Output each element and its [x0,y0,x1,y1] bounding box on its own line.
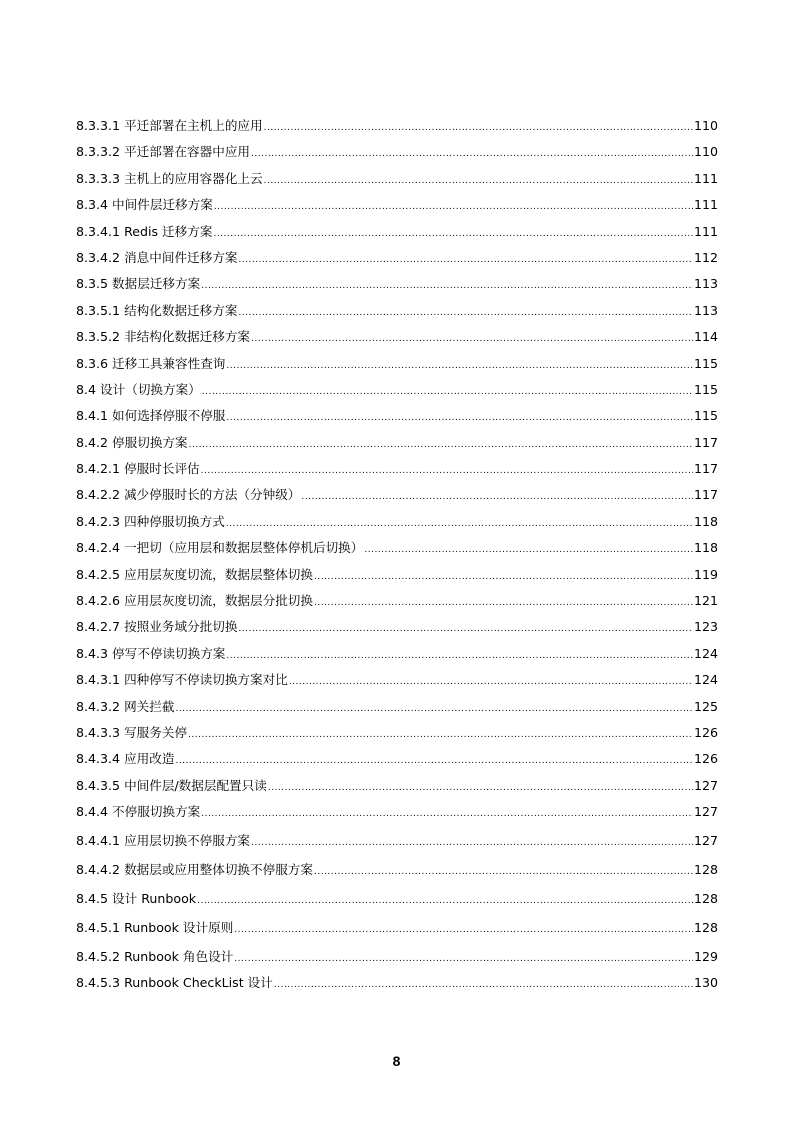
toc-entry-title: 8.4.2.7 按照业务域分批切换 [76,619,238,635]
dot-leader [197,888,693,914]
toc-entry-page: 124 [693,672,718,688]
toc-entry-title: 8.4.5.1 Runbook 设计原则 [76,919,234,935]
dot-leader [226,511,693,537]
toc-entry-page: 128 [693,890,718,906]
toc-entry-title: 8.3.6 迁移工具兼容性查询 [76,355,226,371]
toc-entry-title: 8.3.5.1 结构化数据迁移方案 [76,302,238,318]
dot-leader [188,722,693,748]
toc-entry[interactable] [76,588,718,614]
toc-entry-page: 125 [693,698,718,714]
toc-entry-page: 130 [693,975,718,990]
toc-entry[interactable] [76,324,718,350]
dot-leader [251,830,693,856]
toc-entry-title: 8.4.2 停服切换方案 [76,434,188,450]
toc-entry-page: 119 [693,566,718,582]
toc-entry-title: 8.3.3.1 平迁部署在主机上的应用 [76,118,263,133]
toc-entry[interactable] [76,720,718,746]
toc-entry[interactable] [76,351,718,377]
toc-entry[interactable] [76,944,718,970]
dot-leader [238,247,693,273]
toc-entry[interactable] [76,219,718,245]
toc-entry-page: 112 [693,249,718,265]
toc-entry-title: 8.4.2.6 应用层灰度切流，数据层分批切换 [76,593,313,609]
toc-entry-page: 117 [693,461,718,477]
toc-entry-title: 8.4.3.5 中间件层/数据层配置只读 [76,777,267,793]
toc-entry-title: 8.4.5 设计 Runbook [76,890,197,906]
toc-entry[interactable] [76,970,718,996]
dot-leader [226,643,693,669]
dot-leader [251,141,693,167]
dot-leader [189,432,693,458]
dot-leader [202,379,693,405]
toc-entry-page: 128 [693,919,718,935]
dot-leader [264,168,693,194]
toc-entry[interactable] [76,915,718,941]
toc-entry-page: 113 [693,276,718,292]
dot-leader [314,859,693,885]
toc-entry[interactable] [76,641,718,667]
dot-leader [264,115,693,141]
page-number: 8 [392,1053,401,1069]
toc-entry-title: 8.3.4.1 Redis 迁移方案 [76,223,213,239]
toc-entry[interactable] [76,192,718,218]
toc-entry-page: 124 [693,645,718,661]
toc-entry-title: 8.3.4 中间件层迁移方案 [76,197,213,213]
toc-entry-title: 8.4.3.1 四种停写不停读切换方案对比 [76,672,288,688]
dot-leader [175,696,693,722]
toc-entry-page: 111 [693,170,718,186]
toc-entry-page: 111 [693,223,718,239]
dot-leader [201,801,693,827]
toc-entry[interactable] [76,113,718,139]
toc-entry-title: 8.4.3.3 写服务关停 [76,724,188,740]
toc-entry-page: 113 [693,302,718,318]
toc-entry[interactable] [76,694,718,720]
dot-leader [301,484,693,510]
dot-leader [226,405,693,431]
dot-leader [268,775,693,801]
toc-entry-page: 118 [693,513,718,529]
dot-leader [289,669,693,695]
table-of-contents [76,113,718,996]
toc-entry-page: 111 [693,197,718,213]
toc-entry-page: 127 [693,833,718,849]
dot-leader [314,590,693,616]
toc-entry-page: 121 [693,593,718,609]
toc-entry[interactable] [76,614,718,640]
toc-entry-page: 117 [693,487,718,503]
toc-entry-page: 128 [693,861,718,877]
toc-entry[interactable] [76,667,718,693]
toc-entry-page: 127 [693,777,718,793]
dot-leader [226,353,693,379]
toc-entry-title: 8.4 设计（切换方案） [76,381,201,397]
toc-entry-title: 8.4.4 不停服切换方案 [76,804,201,820]
toc-entry-page: 118 [693,540,718,556]
toc-entry[interactable] [76,857,718,883]
toc-entry-title: 8.4.3.4 应用改造 [76,751,175,767]
toc-entry-page: 110 [693,144,718,160]
toc-entry-page: 129 [693,948,718,964]
toc-entry[interactable] [76,377,718,403]
dot-leader [238,300,693,326]
toc-entry[interactable] [76,886,718,912]
toc-entry-title: 8.3.4.2 消息中间件迁移方案 [76,249,238,265]
dot-leader [201,458,693,484]
toc-entry-title: 8.4.1 如何选择停服不停服 [76,408,226,424]
toc-entry-title: 8.4.5.2 Runbook 角色设计 [76,948,234,964]
toc-entry[interactable] [76,271,718,297]
toc-entry-page: 110 [693,118,718,133]
toc-entry-title: 8.4.3 停写不停读切换方案 [76,645,226,661]
toc-entry-page: 126 [693,751,718,767]
toc-entry-page: 114 [693,329,718,345]
toc-entry-page: 126 [693,724,718,740]
dot-leader [314,564,693,590]
toc-entry[interactable] [76,773,718,799]
toc-entry-title: 8.4.3.2 网关拦截 [76,698,175,714]
toc-entry-page: 115 [693,355,718,371]
toc-entry[interactable] [76,562,718,588]
dot-leader [213,221,693,247]
toc-entry-title: 8.4.2.2 减少停服时长的方法（分钟级） [76,487,301,503]
toc-entry[interactable] [76,746,718,772]
dot-leader [175,748,693,774]
toc-entry-page: 115 [693,381,718,397]
toc-entry-title: 8.4.5.3 Runbook CheckList 设计 [76,975,273,990]
toc-entry[interactable] [76,430,718,456]
toc-entry[interactable] [76,828,718,854]
toc-entry-title: 8.4.4.2 数据层或应用整体切换不停服方案 [76,861,313,877]
toc-entry[interactable] [76,482,718,508]
toc-entry[interactable] [76,245,718,271]
dot-leader [234,946,693,972]
toc-entry-title: 8.4.2.3 四种停服切换方式 [76,513,225,529]
dot-leader [234,917,693,943]
dot-leader [364,537,693,563]
toc-entry[interactable] [76,403,718,429]
dot-leader [274,972,693,998]
dot-leader [238,616,693,642]
toc-entry-title: 8.4.2.1 停服时长评估 [76,461,200,477]
toc-entry[interactable] [76,298,718,324]
toc-entry-page: 123 [693,619,718,635]
dot-leader [201,273,693,299]
toc-entry-title: 8.3.5 数据层迁移方案 [76,276,201,292]
toc-entry-title: 8.4.4.1 应用层切换不停服方案 [76,833,251,849]
dot-leader [251,326,693,352]
toc-entry-title: 8.3.3.3 主机上的应用容器化上云 [76,170,263,186]
toc-entry-title: 8.4.2.5 应用层灰度切流，数据层整体切换 [76,566,313,582]
toc-entry[interactable] [76,456,718,482]
toc-entry[interactable] [76,166,718,192]
toc-entry[interactable] [76,535,718,561]
toc-entry-page: 117 [693,434,718,450]
dot-leader [214,194,693,220]
toc-entry-title: 8.4.2.4 一把切（应用层和数据层整体停机后切换） [76,540,364,556]
toc-entry[interactable] [76,139,718,165]
toc-entry[interactable] [76,799,718,825]
toc-entry-page: 115 [693,408,718,424]
toc-entry-title: 8.3.5.2 非结构化数据迁移方案 [76,329,251,345]
toc-entry[interactable] [76,509,718,535]
toc-entry-page: 127 [693,804,718,820]
toc-entry-title: 8.3.3.2 平迁部署在容器中应用 [76,144,251,160]
